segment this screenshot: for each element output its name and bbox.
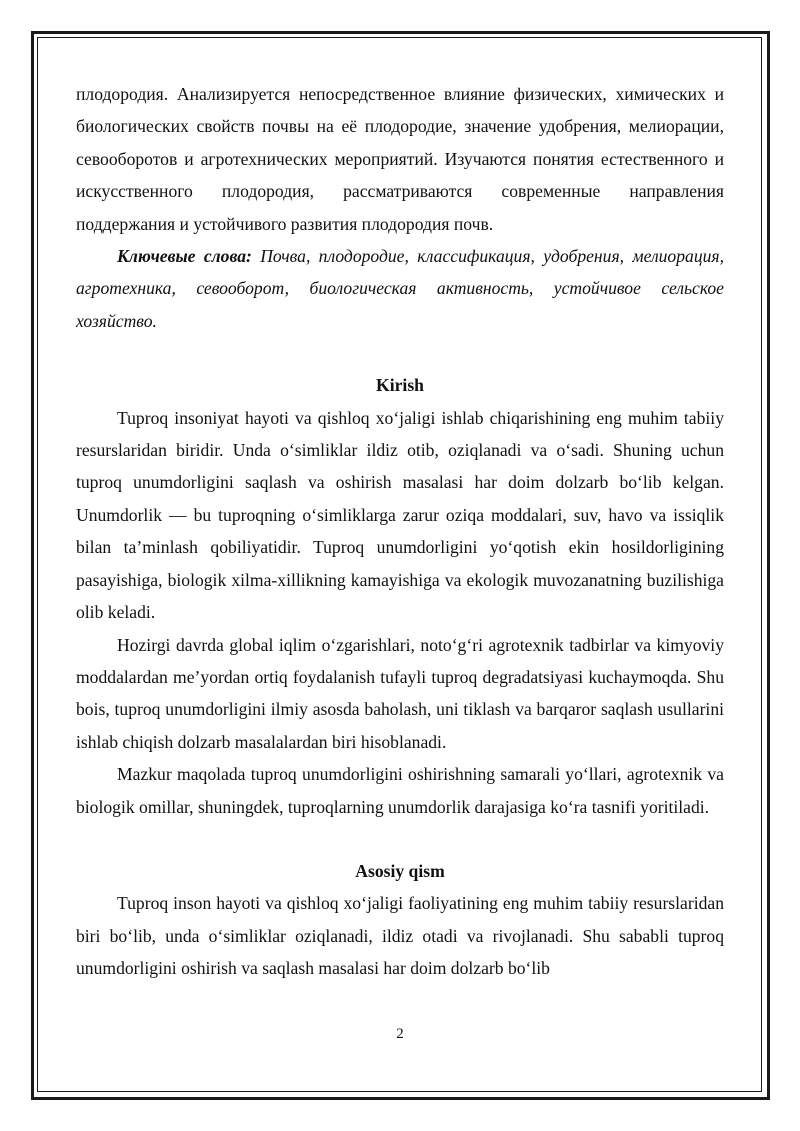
paragraph: Mazkur maqolada tuproq unumdorligini oshirishning samarali yo‘llari, agrotexnik va biologik omillar, shuningdek, tuproqlarning unumdorlik darajasiga ko‘ra tasnifi yoritiladi. xyxy=(76,764,724,817)
page-number: 2 xyxy=(396,1026,404,1042)
abstract-tail: плодородия. Анализируется непосредственное влияние физических, химических и биологических свойств почвы на её плодородие, значение удобрения, мелиорации, севооборотов и агротехнических мероприятий. Изучаются понятия естественного и искусственного плодородия, рассматриваются современные направления поддержания и устойчивого развития плодородия почв. xyxy=(76,84,724,234)
paragraph: Hozirgi davrda global iqlim o‘zgarishlari, noto‘g‘ri agrotexnik tadbirlar va kimyoviy moddalardan me’yordan ortiq foydalanish tufayli tuproq degradatsiyasi kuchaymoqda. Shu bois, tuproq unumdorligini ilmiy asosda baholash, uni tiklash va barqaror saqlash usullarini ishlab chiqish dolzarb masalalardan biri hisoblanadi. xyxy=(76,634,724,752)
keywords-paragraph xyxy=(76,240,724,337)
spacer xyxy=(76,823,724,855)
paragraph: Tuproq insoniyat hayoti va qishloq xo‘jaligi ishlab chiqarishining eng muhim tabiiy resurslaridan biridir. Unda o‘simliklar ildiz otib, oziqlanadi va o‘sadi. Shuning uchun tuproq unumdorligini saqlash va oshirish masalasi har doim dolzarb bo‘lib kelgan. Unumdorlik — bu tuproqning o‘simliklarga zarur oziqa moddalari, suv, havo va issiqlik bilan ta’minlash qobiliyatidir. Tuproq unumdorligini yo‘qotish ekin hosildorligining pasayishiga, biologik xilma-xillikning kamayishiga va ekologik muvozanatning buzilishiga olib keladi. xyxy=(76,407,724,623)
spacer xyxy=(76,337,724,369)
keywords-list: Почва, плодородие, классификация, удобрения, мелиорация, агротехника, севооборот, биологическая активность, устойчивое сельское хозяйство. xyxy=(76,246,724,331)
section-heading-introduction: Kirish xyxy=(376,375,424,396)
section-heading-main-part: Asosiy qism xyxy=(355,860,445,881)
document-body xyxy=(76,78,724,985)
paragraph: Tuproq inson hayoti va qishloq xo‘jaligi faoliyatining eng muhim tabiiy resurslaridan biri bo‘lib, unda o‘simliklar oziqlanadi, ildiz otadi va rivojlanadi. Shu sababli tuproq unumdorligini oshirish va saqlash masalasi har doim dolzarb bo‘lib xyxy=(76,893,724,979)
keywords-label: Ключевые слова: xyxy=(117,246,252,267)
